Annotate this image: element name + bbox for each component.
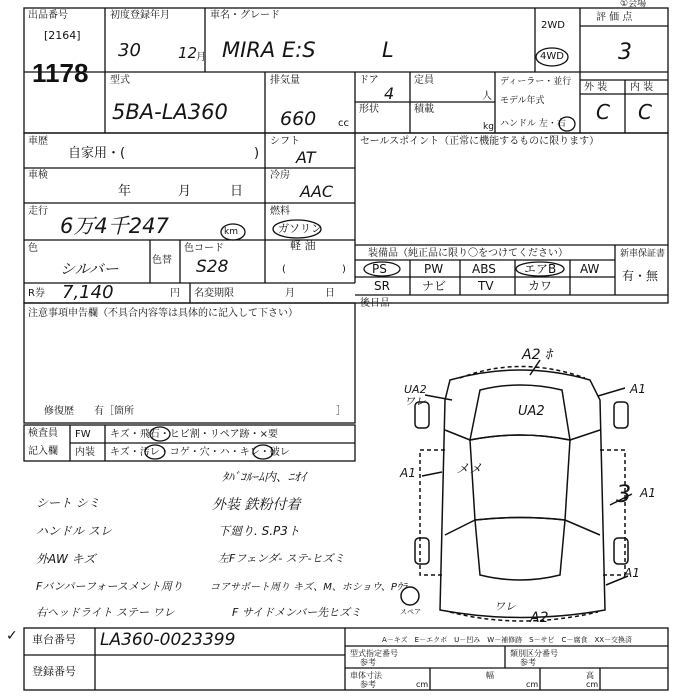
shift: AT — [296, 148, 316, 167]
ac: AAC — [300, 182, 334, 201]
fuel-paren-close: ) — [342, 264, 346, 275]
recycle-label: R券 — [28, 288, 45, 299]
lot-sub: [2164] — [44, 29, 81, 42]
km-unit: km — [224, 227, 238, 237]
mileage-label: 走行 — [28, 206, 48, 217]
remark-item: 右ヘッドライト ステー ワレ — [36, 606, 175, 619]
inspection-label: 車検 — [28, 170, 48, 181]
name-change-date: 月 日 — [285, 288, 335, 299]
diagram-top: A2 ﾎ — [522, 347, 552, 363]
notes-title: 注意事項申告欄（不具合内容等は具体的に記入して下さい） — [28, 308, 298, 319]
remark-item: 外装 鉄粉付着 — [212, 497, 301, 513]
repair-label: 修復歴 有［箇所 — [44, 406, 134, 417]
drive-4wd: 4WD — [540, 51, 564, 62]
registration-label: 登録番号 — [32, 665, 76, 678]
ac-label: 冷房 — [270, 170, 290, 181]
length-ref: 参考 — [360, 680, 376, 689]
width-unit: cm — [526, 680, 539, 689]
remark-item: ハンドル スレ — [36, 524, 112, 538]
height-label: 高 — [586, 671, 594, 680]
remark-item: シート シミ — [36, 496, 100, 510]
remark-item: 左Fフェンダ- ステ-ヒズミ — [218, 552, 345, 565]
equip-leather: カワ — [528, 279, 553, 293]
score-label: 評 価 点 — [596, 12, 633, 23]
model-year-label: モデル年式 — [500, 96, 545, 106]
first-reg-year: 30 — [118, 40, 141, 61]
handle-label: ハンドル 左・右 — [500, 119, 566, 129]
warranty-value: 有・無 — [622, 269, 659, 283]
repair-close: ］ — [336, 406, 346, 417]
seats-label: 定員 — [414, 75, 434, 86]
inspector-row1: キズ・飛石・ヒビ割・リペア跡・×要 — [110, 429, 278, 440]
length-unit: cm — [416, 680, 429, 689]
first-reg-month: 12 — [178, 44, 198, 62]
name-change-label: 名変期限 — [194, 288, 234, 299]
displacement: 660 — [280, 108, 317, 130]
equip-abs: ABS — [472, 262, 496, 276]
model-spec-ref: 参考 — [360, 658, 376, 667]
class-label: 類別区分番号 — [510, 649, 558, 658]
length-label: 車体寸法 — [350, 671, 382, 680]
warranty-label: 新車保証書 — [620, 249, 666, 259]
sales-label: セールスポイント（正常に機能するものに限ります） — [360, 136, 600, 147]
fuel-label: 燃料 — [270, 206, 290, 217]
month-unit: 月 — [196, 52, 206, 63]
diagram-a1-top-right: A1 — [630, 382, 646, 396]
displacement-label: 排気量 — [270, 75, 300, 86]
doors: 4 — [384, 84, 395, 103]
insp-month: 月 — [178, 184, 192, 199]
diagram-mx: メメ — [456, 462, 483, 477]
color-code-label: 色コード — [184, 243, 224, 254]
lot-label: 出品番号 — [28, 10, 68, 21]
diagram-score-mark: 3 — [616, 480, 632, 508]
height-unit: cm — [586, 680, 599, 689]
equip-airbag: エアB — [524, 262, 557, 276]
remark-item: Fバンパーフォースメント周り — [36, 580, 183, 593]
insp-year: 年 — [118, 184, 132, 199]
exterior-label: 外 装 — [584, 82, 608, 93]
diagram-ua2-left: UA2 ワレ — [404, 383, 427, 408]
inspector-row1-tag: FW — [75, 429, 91, 440]
fuel-diesel: 軽 油 — [290, 239, 316, 252]
car-label: 車名・グレード — [210, 10, 280, 21]
cc-unit: cc — [338, 118, 349, 129]
inspector-row2: キズ・汚レ・コゲ・穴・ハ・キレ・破レ — [110, 447, 290, 458]
interior-grade: C — [638, 100, 652, 124]
history-value: 自家用・( — [68, 146, 126, 161]
drive-2wd: 2WD — [541, 20, 565, 31]
equip-navi: ナビ — [422, 279, 447, 293]
shift-label: シフト — [270, 136, 300, 147]
back-seat-label: 後日品 — [360, 298, 390, 309]
diagram-spare: スペア — [400, 608, 421, 616]
yen-unit: 円 — [170, 288, 180, 299]
diagram-bottom: A2 — [530, 610, 549, 626]
color-change-label: 色替 — [152, 255, 172, 266]
equip-aw: AW — [580, 262, 600, 276]
damage-legend: A－キズ E－エクボ U－凹み W－補修跡 S－サビ C－腐食 XX－交換済 — [382, 636, 633, 644]
inspector-row2-tag: 内装 — [75, 447, 95, 458]
equip-ps: PS — [372, 262, 387, 276]
interior-label: 内 装 — [630, 82, 654, 93]
remark-item: 外AW キズ — [36, 552, 96, 566]
color-code: S28 — [196, 257, 229, 277]
fuel-gas: ガソリン — [278, 222, 322, 235]
diagram-ua2-center: UA2 — [518, 404, 545, 419]
diagram-a1-bottom-right: A1 — [624, 566, 640, 580]
color-label: 色 — [28, 243, 38, 254]
car-name: MIRA E:S — [222, 38, 316, 62]
remark-item: コアサポート周り キズ、M、ホショウ、Pｳﾗ — [210, 582, 407, 593]
score: 3 — [618, 40, 632, 65]
color: シルバー — [60, 260, 119, 278]
diagram-a1-left: A1 — [400, 466, 416, 480]
fuel-paren-open: ( — [282, 264, 286, 275]
car-diagram — [401, 360, 632, 621]
load-label: 積載 — [414, 104, 434, 115]
class-ref: 参考 — [520, 658, 536, 667]
model: 5BA-LA360 — [112, 100, 228, 124]
equip-tv: TV — [478, 279, 494, 293]
history-label: 車歴 — [28, 136, 48, 147]
chassis-number: LA360-0023399 — [100, 630, 236, 650]
remark-item: ﾀﾊﾞｺﾙｰﾑ内、ﾆｵｲ — [222, 470, 307, 484]
recycle: 7,140 — [62, 282, 114, 303]
equipment-title: 装備品（純正品に限り〇をつけてください） — [368, 248, 568, 259]
equip-sr: SR — [374, 279, 390, 293]
diagram-bottom-left: ワレ — [494, 600, 516, 613]
lot-number: 1178 — [32, 58, 89, 88]
mileage: 6万4千247 — [60, 214, 169, 238]
corner-text: ①会場 — [620, 0, 647, 9]
kg-unit: kg — [483, 122, 494, 132]
dealer-label: ディーラー・並行 — [500, 77, 572, 87]
remark-item: F サイドメンバー先ヒズミ — [232, 606, 362, 619]
model-label: 型式 — [110, 75, 130, 86]
history-close: ) — [254, 146, 260, 161]
door-label: ドア — [359, 75, 379, 86]
insp-day: 日 — [230, 184, 244, 199]
width-label: 幅 — [486, 671, 494, 680]
model-spec-label: 型式指定番号 — [350, 649, 398, 658]
entry-label: 記入欄 — [28, 446, 58, 457]
exterior-grade: C — [596, 100, 610, 124]
grade: L — [382, 38, 394, 62]
inspector-label: 検査員 — [28, 428, 58, 439]
person-unit: 人 — [482, 91, 492, 102]
chassis-label: 車台番号 — [32, 633, 76, 646]
checkmark: ✓ — [6, 628, 18, 644]
remark-item: 下廻り. S.P3ト — [218, 524, 300, 538]
first-reg-label: 初度登録年月 — [110, 10, 170, 21]
equip-pw: PW — [424, 262, 444, 276]
diagram-a1-right: A1 — [640, 486, 656, 500]
shape-label: 形状 — [359, 104, 379, 115]
